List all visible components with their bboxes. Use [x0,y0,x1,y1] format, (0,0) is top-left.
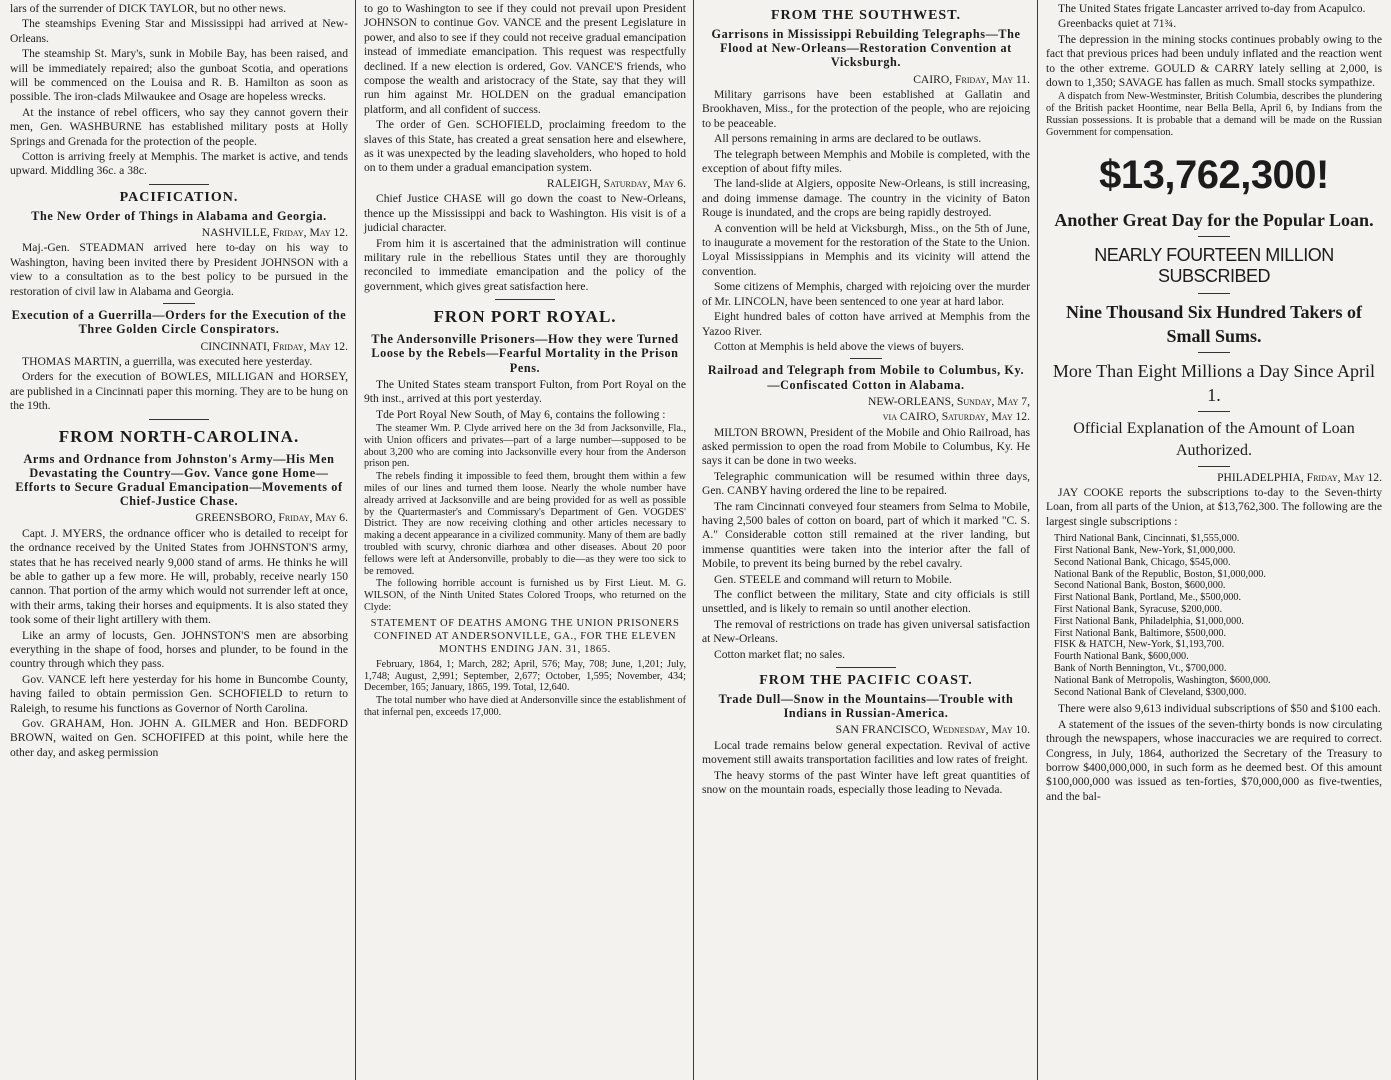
paragraph: Greenbacks quiet at 71¾. [1058,17,1177,31]
paragraph: Military garrisons have been established at Gallatin and Brookhaven, Miss., for the protection of the people, who are rejoicing to be peaceable. [702,88,1030,130]
section-heading: PACIFICATION. [119,189,239,205]
headline-deck: NEARLY FOURTEEN MILLION SUBSCRIBED [1094,244,1334,286]
paragraph: The steamship St. Mary's, sunk in Mobile Bay, has been raised, and will be immediately repaired; also the gunboat Scotia, and operations will be commenced on the Louisa and R. B. Hamilton as soon as possible. The iron-clads Milwaukee and Osage are hopeless wrecks. [10,47,348,104]
article-subheading: Railroad and Telegraph from Mobile to Columbus, Ky.—Confiscated Cotton in Alabama. [707,363,1025,392]
subscription-item: FISK & HATCH, New-York, $1,193,700. [1054,639,1225,651]
divider [1198,293,1230,294]
subscription-item: First National Bank, Syracuse, $200,000. [1054,604,1223,616]
paragraph: Chief Justice CHASE will go down the coast to New-Orleans, thence up the Mississippi and back to Washington. His visit is of a judicial character. [364,192,686,235]
column-3 [696,0,1036,1080]
column-1 [4,0,354,1080]
divider [1198,411,1230,412]
divider [836,667,896,668]
paragraph: Some citizens of Memphis, charged with rejoicing over the murder of Mr. LINCOLN, have been sentenced to one year at hard labor. [702,280,1030,308]
paragraph: MILTON BROWN, President of the Mobile and Ohio Railroad, has asked permission to open the road from Mobile to Columbus, Ky. He says it can be done in two weeks. [702,425,1030,468]
divider [1198,236,1230,237]
dateline: NASHVILLE, Friday, May 12. [201,226,348,240]
paragraph: The conflict between the military, State and city officials is still unsettled, and is likely to remain so until another election. [702,588,1030,616]
paragraph: The land-slide at Algiers, opposite New-Orleans, is still increasing, and doing immense damage. The country in the vicinity of Baton Rouge is inundated, and the crops are being rapidly destroyed. [702,177,1030,220]
article-subheading: Execution of a Guerrilla—Orders for the Execution of the Three Golden Circle Conspirators. [11,308,347,337]
paragraph: There were also 9,613 individual subscriptions of $50 and $100 each. [1058,702,1381,716]
divider [149,419,209,420]
paragraph: Like an army of locusts, Gen. JOHNSTON'S men are absorbing everything in the shape of food, horses and plunder, to be found in the country through which they pass. [10,628,348,671]
paragraph: At the instance of rebel officers, who say they cannot govern their men, Gen. WASHBURNE has established military posts at Holly Springs and Grenada for the protection of the people. [10,105,348,148]
paragraph: Local trade remains below general expectation. Revival of active movement still awaits transportation facilities and low rates of freight. [702,738,1030,767]
dateline: NEW-ORLEANS, Sunday, May 7, [868,394,1030,408]
column-rule [355,0,356,1080]
subscription-item: First National Bank, Portland, Me., $500,000. [1054,592,1242,604]
paragraph: Eight hundred bales of cotton have arrived at Memphis from the Yazoo River. [702,310,1030,338]
paragraph: The removal of restrictions on trade has given universal satisfaction at New-Orleans. [702,617,1030,646]
article-subheading: Trade Dull—Snow in the Mountains—Trouble with Indians in Russian-America. [718,692,1014,721]
subscription-item: Second National Bank of Cleveland, $300,000. [1054,686,1247,698]
headline-deck: Nine Thousand Six Hundred Takers of Small Sums. [1066,301,1362,346]
paragraph: lars of the surrender of DICK TAYLOR, but no other news. [10,2,286,15]
divider [495,299,555,300]
paragraph: A convention will be held at Vicksburgh, Miss., on the 5th of June, to inaugurate a movement for the restoration of the State to the Union. Loyal Mississippians in Memphis and its vicinity will attend the convention. [702,221,1030,278]
dateline: GREENSBORO, Friday, May 6. [195,511,348,525]
paragraph: The steamer Wm. P. Clyde arrived here on the 3d from Jacksonville, Fla., with Union officers and privates—part of a large number—supposed to be about 3,200 who are coming into Jacksonville every hour from the Anderson prison pen. [364,422,686,470]
section-heading: FRON PORT ROYAL. [433,307,617,327]
paragraph: Maj.-Gen. STEADMAN arrived here to-day on his way to Washington, having been invited there by President JOHNSON with a view to a consultation as to the best policy to be pursued in the restoration of civil law in Alabama and Georgia. [10,241,348,298]
table-heading: STATEMENT OF DEATHS AMONG THE UNION PRISONERS CONFINED AT ANDERSONVILLE, GA., FOR THE ELEVEN MONTHS ENDING JAN. 31, 1865. [370,617,680,655]
paragraph: Gov. GRAHAM, Hon. JOHN A. GILMER and Hon. BEDFORD BROWN, waited on Gen. SCHOFIFED at this point, while here the other day, and askeg permission [10,717,348,759]
subscription-item: First National Bank, Baltimore, $500,000. [1054,627,1227,639]
article-subheading: The New Order of Things in Alabama and Georgia. [31,208,327,223]
paragraph: JAY COOKE reports the subscriptions to-day to the Seven-thirty Loan, from all parts of the Union, at $13,762,300. The following are the largest single subscriptions : [1046,486,1382,528]
headline-deck: More Than Eight Millions a Day Since April 1. [1052,360,1376,405]
dateline: CAIRO, Friday, May 11. [913,72,1030,86]
section-heading: FROM NORTH-CAROLINA. [58,426,300,446]
paragraph: Telegraphic communication will be resumed within three days, Gen. CANBY having ordered the line to be repaired. [702,469,1030,498]
paragraph: A statement of the issues of the seven-thirty bonds is now circulating through the newspapers, whose inaccuracies we are required to correct. Congress, in July, 1864, authorized the Secretary of the Treasury to borrow $400,000,000, in such form as he deemed best. Of this amount $100,000,000 was issued as ten-forties, $70,000,000 as five-twenties, and the bal- [1046,717,1382,803]
dateline: RALEIGH, Saturday, May 6. [546,176,686,190]
divider [163,303,195,304]
article-subheading: Arms and Ordnance from Johnston's Army—His Men Devastating the Country—Gov. Vance gone Home—Efforts to Secure Gradual Emancipation—Movements of Chief-Justice Chase. [15,451,343,509]
subscription-item: Fourth National Bank, $600,000. [1054,651,1189,663]
paragraph: The telegraph between Memphis and Mobile is completed, with the exception of about fifty miles. [702,147,1030,176]
paragraph: THOMAS MARTIN, a guerrilla, was executed here yesterday. [22,354,313,368]
divider [850,358,882,359]
subscription-item: National Bank of Metropolis, Washington, $600,000. [1054,674,1271,686]
subscription-item: National Bank of the Republic, Boston, $1,000,000. [1054,568,1266,580]
divider [149,184,209,185]
article-subheading: The Andersonville Prisoners—How they were Turned Loose by the Rebels—Fearful Mortality in the Prison Pens. [371,332,679,375]
paragraph: The heavy storms of the past Winter have left great quantities of snow on the mountain roads, especially those leading to Nevada. [702,768,1030,797]
paragraph: February, 1864, 1; March, 282; April, 576; May, 708; June, 1,201; July, 1,748; August, 2,991; September, 2,677; October, 1,595; November, 434; December, 165; January, 1865, 199. Total, 12,640. [364,658,686,694]
paragraph: The depression in the mining stocks continues probably owing to the fact that previous prices had been unduly inflated and the reaction went to the other extreme. GOULD & CARRY lately selling at 2,000, is down to 1,350; SAVAGE has fallen as much. Small stocks sympathize. [1046,32,1382,90]
paragraph: The following horrible account is furnished us by First Lieut. M. G. WILSON, of the Ninth United States Colored Troops, who returned on the Clyde: [364,578,686,613]
section-heading: FROM THE PACIFIC COAST. [759,673,973,689]
paragraph: Orders for the execution of BOWLES, MILLIGAN and HORSEY, are published in a Cincinnati paper this morning. They are to be hung on the 19th. [10,370,348,413]
column-rule [693,0,694,1080]
paragraph: A dispatch from New-Westminster, British Columbia, describes the plundering of the British packet Hoontime, near Bella Bella, April 6, by Indians from the Russian possessions. It is probable that a demand will be made on the Russian Government for compensation. [1046,91,1382,138]
paragraph: The order of Gen. SCHOFIELD, proclaiming freedom to the slaves of this State, has created a great sensation here and elsewhere, as it was unexpected by the leading slaveholders, who hoped to hold on to them under a gradual emancipation system. [364,118,686,175]
paragraph: Gen. STEELE and command will return to Mobile. [714,572,952,586]
paragraph: The total number who have died at Andersonville since the establishment of that infernal pen, exceeds 17,000. [364,695,686,718]
paragraph: Tde Port Royal New South, of May 6, contains the following : [376,407,666,421]
subscription-item: Second National Bank, Chicago, $545,000. [1054,556,1231,568]
subscription-item: Second National Bank, Boston, $600,000. [1054,580,1226,592]
paragraph: Capt. J. MYERS, the ordnance officer who is detailed to receipt for the ordnance received by the United States from JOHNSTON'S army, states that he has received nearly 9,000 stand of arms. He thinks he will be able to gather up a few more. He will, probably, receive nearly 150 cannon. That portion of the army which would not surrender left at once, with their arms, taking their horses and equipments. It is also stated they took some of their light artillery with them. [10,526,348,627]
subscription-item: Bank of North Bennington, Vt., $700,000. [1054,663,1227,675]
paragraph: Cotton is arriving freely at Memphis. The market is active, and tends upward. Middling 36c. a 38c. [10,150,348,178]
paragraph: From him it is ascertained that the administration will continue military rule in the rebellious States until they are thoroughly reconciled to immediate emancipation and the policy of the government, which gives great satisfaction here. [364,236,686,293]
paragraph: Cotton market flat; no sales. [714,647,846,661]
subscription-list [1054,533,1382,698]
paragraph: The United States steam transport Fulton, from Port Royal on the 9th inst., arrived at this port yesterday. [364,377,686,406]
dateline: SAN FRANCISCO, Wednesday, May 10. [835,723,1030,737]
divider [1198,352,1230,353]
dateline: CINCINNATI, Friday, May 12. [200,339,348,353]
paragraph: The steamships Evening Star and Mississippi had arrived at New-Orleans. [10,17,348,45]
subscription-item: First National Bank, Philadelphia, $1,000,000. [1054,615,1244,627]
column-4 [1040,0,1388,1080]
paragraph: Cotton at Memphis is held above the views of buyers. [714,339,964,353]
paragraph: The rebels finding it impossible to feed them, brought them within a few miles of our lines and turned them loose. Nearly the whole number have already arrived at Jacksonville and are being provided for as well as possible by the Quartermaster's and Commissary's Department of Gen. VOGDES' District. They are now receiving clothing and other articles necessary to making a decent appearance in a civilized community. Many of them are badly troubled with scurvy, chronic diarhœa and other diseases. About 20 poor fellows were left at Andersonville, probably to die—as they were too sick to be removed. [364,471,686,577]
article-subheading: Garrisons in Mississippi Rebuilding Telegraphs—The Flood at New-Orleans—Restoration Convention at Vicksburgh. [711,27,1021,70]
headline-deck: Another Great Day for the Popular Loan. [1054,209,1374,230]
section-heading: FROM THE SOUTHWEST. [770,8,961,23]
headline-deck: Official Explanation of the Amount of Loan Authorized. [1073,419,1355,459]
loan-total-banner: $13,762,300! [1099,152,1329,197]
subscription-item: First National Bank, New-York, $1,000,000. [1054,545,1236,557]
paragraph: to go to Washington to see if they could not prevail upon President JOHNSON to continue Gov. VANCE and the present Legislature in power, and also to see if they could not receive gradual emancipation instead of immediate emancipation. This request was respectfully declined. If a new election is ordered, Gov. VANCE'S friends, who compose the wealth and aristocracy of the State, say that they will run him against Mr. HOLDEN on the gradual emancipation platform, and all confident of success. [364,2,686,116]
column-2 [358,0,692,1080]
dateline: PHILADELPHIA, Friday, May 12. [1217,470,1382,484]
paragraph: The United States frigate Lancaster arrived to-day from Acapulco. [1058,2,1366,15]
subscription-item: Third National Bank, Cincinnati, $1,555,000. [1054,533,1240,545]
paragraph: The ram Cincinnati conveyed four steamers from Selma to Mobile, having 2,500 bales of cotton on board, part of which it marked "C. S. A." Considerable cotton still remained at the river landing, but immense quantities were taken into the interior after the fall of Mobile, to prevent its being burned by the rebel cavalry. [702,499,1030,571]
divider [1198,466,1230,467]
paragraph: Gov. VANCE left here yesterday for his home in Buncombe County, having failed to obtain permission Gen. SCHOFIELD to return to Raleigh, to resume his functions as Governor of North Carolina. [10,672,348,715]
paragraph: All persons remaining in arms are declared to be outlaws. [714,132,982,146]
dateline: via CAIRO, Saturday, May 12. [882,410,1030,424]
column-rule [1037,0,1038,1080]
